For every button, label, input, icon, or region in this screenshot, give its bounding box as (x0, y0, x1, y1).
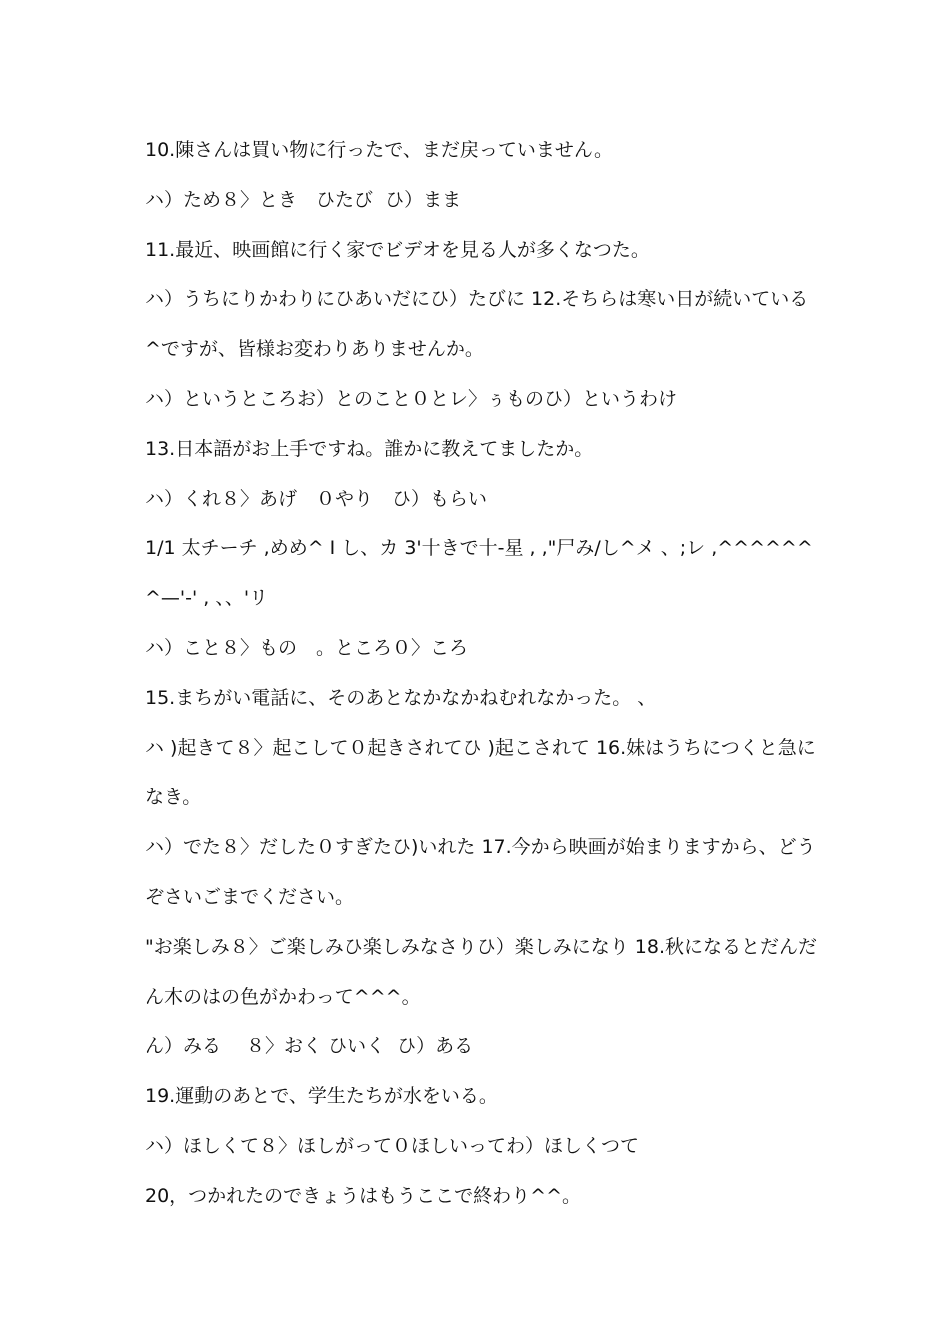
text-line: ^—'-' , 、、'リ (145, 587, 269, 610)
document-body (145, 132, 825, 1228)
text-line: 20，つかれたのできょうはもうここで終わり^^。 (145, 1184, 582, 1207)
text-line: 11.最近、映画館に行く家でビデオを見る人が多くなつた。 (145, 238, 650, 261)
text-line: ハ）ほしくて８〉ほしがって０ほしいってわ）ほしくつて (145, 1134, 640, 1157)
text-line: 19.運動のあとで、学生たちが水をいる。 (145, 1085, 498, 1108)
text-line: ハ）というところお）とのこと０とレ〉ぅものひ）というわけ (145, 387, 678, 410)
text-line: ハ）うちにりかわりにひあいだにひ）たびに 12.そちらは寒い日が続いている (145, 288, 809, 311)
text-line: ぞさいごまでください。 (145, 885, 355, 908)
text-line: 1/1 太チーチ ,めめ^ I し、カ 3'十きで十-星 , ,"尸み/し^メ 、;レ ,^^^^^^ (145, 537, 813, 560)
text-line: ハ）くれ８〉あげ ０やり ひ）もらい (145, 487, 488, 510)
text-line: ハ）でた８〉だした０すぎたひ)いれた 17.今から映画が始まりますから、どう (145, 836, 816, 859)
text-line: "お楽しみ８〉ご楽しみひ楽しみなさりひ）楽しみになり 18.秋になるとだんだ (145, 935, 817, 958)
text-line: ん木のはの色がかわって^^^。 (145, 985, 421, 1008)
text-line: 15.まちがい電話に、そのあとなかなかねむれなかった。 、 (145, 686, 657, 709)
text-line: ハ）こと８〉もの 。ところ０〉ころ (145, 636, 469, 659)
text-line: ハ）ため８〉とき ひたび ひ）まま (145, 188, 462, 211)
text-line: ハ )起きて８〉起こして０起きされてひ )起こされて 16.妹はうちにつくと急に (145, 736, 816, 759)
text-line: 13.日本語がお上手ですね。誰かに教えてましたか。 (145, 437, 594, 460)
text-line: なき。 (145, 786, 202, 809)
text-line: 10.陳さんは買い物に行ったで、まだ戻っていません。 (145, 139, 613, 161)
text-line: ^ですが、皆様お変わりありませんか。 (145, 338, 484, 361)
text-line: ん）みる ８〉おく ひいく ひ）ある (145, 1035, 474, 1058)
